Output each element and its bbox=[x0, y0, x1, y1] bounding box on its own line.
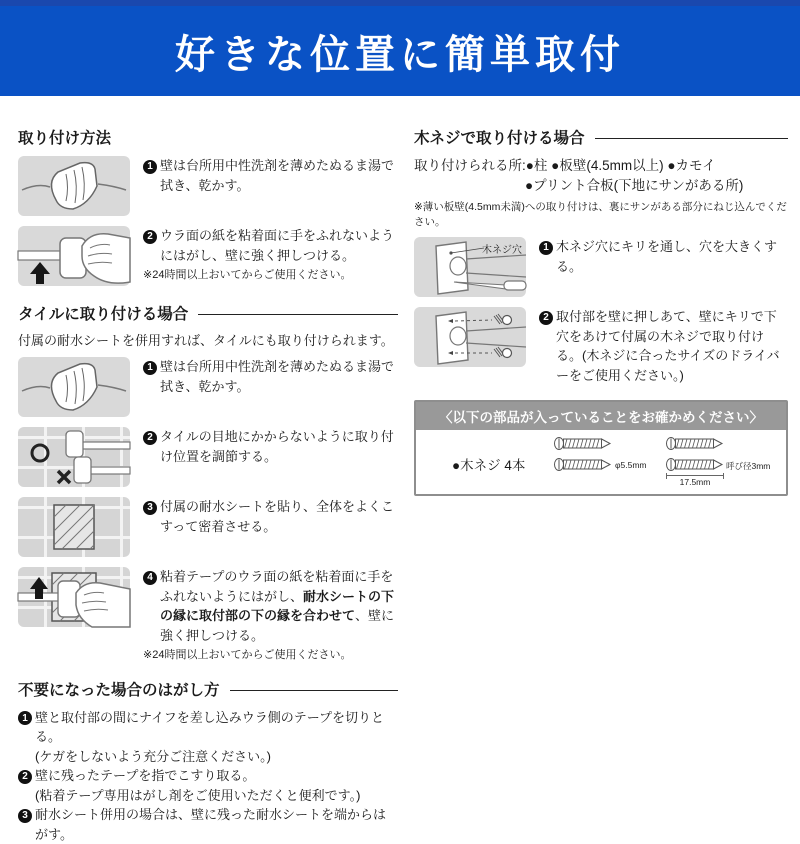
page-title: 好きな位置に簡単取付 bbox=[175, 32, 625, 77]
dim-head-diameter: φ5.5mm bbox=[615, 460, 647, 471]
tile-step-1-text bbox=[143, 357, 398, 417]
heading-rule bbox=[198, 314, 398, 315]
tile-press-icon bbox=[18, 567, 130, 627]
screw-step-1 bbox=[414, 237, 788, 297]
dim-nominal-diameter: 呼び径3mm bbox=[726, 461, 771, 472]
install-step-1-text bbox=[143, 156, 398, 216]
mounting-locations-items: ●柱 ●板壁(4.5mm以上) ●カモイ bbox=[525, 158, 716, 173]
length-measure-line bbox=[666, 475, 724, 476]
header-banner bbox=[0, 0, 800, 96]
screw-drive-icon bbox=[414, 307, 526, 367]
screw-icon bbox=[554, 458, 612, 471]
step-number: 1 bbox=[143, 160, 157, 174]
removal-item-text bbox=[18, 708, 398, 747]
section-screw-title: 木ネジで取り付ける場合 bbox=[414, 130, 585, 147]
screw-step-1-text bbox=[539, 237, 788, 297]
step-number: 2 bbox=[143, 230, 157, 244]
step-note: ※24時間以上おいてからご使用ください。 bbox=[143, 269, 352, 281]
tile-step-3 bbox=[18, 497, 398, 557]
section-screw-heading bbox=[414, 126, 788, 148]
parts-item-label: ●木ネジ 4本 bbox=[452, 458, 526, 474]
tile-step-2-text bbox=[143, 427, 398, 487]
step-text: タイルの目地にかからないように取り付け位置を調節する。 bbox=[160, 429, 394, 464]
illustration-wipe-cloth bbox=[18, 156, 130, 216]
mounting-locations-line2: ●プリント合板(下地にサンがある所) bbox=[525, 177, 744, 193]
parts-box-body bbox=[416, 430, 786, 494]
illustration-wipe-cloth bbox=[18, 357, 130, 417]
section-removal-title: 不要になった場合のはがし方 bbox=[18, 681, 220, 699]
right-column bbox=[414, 126, 788, 844]
removal-text: 壁に残ったテープを指でこすり取る。 bbox=[35, 768, 256, 783]
tile-sheet-icon bbox=[18, 497, 130, 557]
screw-icon bbox=[666, 437, 724, 450]
removal-text: 耐水シート併用の場合は、壁に残った耐水シートを端からはがす。 bbox=[35, 807, 387, 842]
step-number: 1 bbox=[18, 711, 32, 725]
step-number: 3 bbox=[143, 501, 157, 515]
removal-item-1 bbox=[18, 708, 398, 767]
section-removal-heading bbox=[18, 678, 398, 700]
step-number: 3 bbox=[18, 809, 32, 823]
parts-check-box bbox=[414, 400, 788, 496]
screw-icon bbox=[666, 458, 724, 471]
section-install-heading bbox=[18, 126, 398, 148]
removal-item-sub: (粘着テープ専用はがし剤をご使用いただくと便利です。) bbox=[35, 787, 361, 803]
mounting-locations-line1 bbox=[414, 156, 788, 176]
step-text: 壁は台所用中性洗剤を薄めたぬるま湯で拭き、乾かす。 bbox=[160, 359, 395, 394]
heading-rule bbox=[595, 138, 788, 139]
removal-item-text bbox=[18, 805, 398, 844]
illustration-awl-hole bbox=[414, 237, 526, 297]
press-wall-icon bbox=[18, 226, 130, 286]
step-number: 1 bbox=[143, 361, 157, 375]
step-note: ※24時間以上おいてからご使用ください。 bbox=[143, 649, 352, 661]
parts-box-header: 〈以下の部品が入っていることをお確かめください〉 bbox=[416, 402, 786, 430]
screw-hole-label: 木ネジ穴 bbox=[482, 245, 522, 257]
thin-wall-note: ※薄い板壁(4.5mm未満)への取り付けは、裏にサンがある部分にねじ込んでください。 bbox=[414, 201, 787, 229]
left-column bbox=[18, 126, 398, 844]
step-text: 取付部を壁に押しあて、壁にキリで下穴をあけて付属の木ネジで取り付ける。(木ネジに合ったサイズのドライバーをご使用ください。) bbox=[556, 309, 780, 383]
step-text: 木ネジ穴にキリを通し、穴を大きくする。 bbox=[556, 239, 778, 274]
wipe-cloth-icon bbox=[18, 156, 130, 216]
step-text: 、壁に強く押しつける。 bbox=[160, 608, 395, 643]
step-text: 粘着テープのウラ面の紙を粘着面に手をふれないようにはがし、 bbox=[160, 569, 394, 604]
section-tile-heading bbox=[18, 302, 398, 324]
install-step-2-text bbox=[143, 226, 398, 286]
step-text: 付属の耐水シートを貼り、全体をよくこすって密着させる。 bbox=[160, 499, 395, 534]
tile-step-4-text bbox=[143, 567, 398, 664]
step-number: 2 bbox=[18, 770, 32, 784]
removal-item-2 bbox=[18, 766, 398, 805]
step-text: ウラ面の紙を粘着面に手をふれないようにはがし、壁に強く押しつける。 bbox=[160, 228, 395, 263]
tile-step-3-text bbox=[143, 497, 398, 557]
install-step-2 bbox=[18, 226, 398, 286]
removal-item-sub: (ケガをしないよう充分ご注意ください。) bbox=[35, 748, 271, 764]
tile-position-icon bbox=[18, 427, 130, 487]
dim-length: 17.5mm bbox=[679, 477, 711, 488]
screw-step-2 bbox=[414, 307, 788, 385]
tile-step-2 bbox=[18, 427, 398, 487]
step-number: 1 bbox=[539, 241, 553, 255]
removal-item-text bbox=[18, 766, 398, 786]
mounting-locations-label: 取り付けられる所: bbox=[414, 158, 526, 173]
illustration-press-wall bbox=[18, 226, 130, 286]
illustration-tile-position bbox=[18, 427, 130, 487]
step-number: 4 bbox=[143, 571, 157, 585]
illustration-tile-sheet bbox=[18, 497, 130, 557]
illustration-tile-press bbox=[18, 567, 130, 627]
step-number: 2 bbox=[143, 431, 157, 445]
step-text-bold: 耐水シートの下の縁に取付部の下の縁を合わせて bbox=[160, 588, 395, 623]
step-number: 2 bbox=[539, 311, 553, 325]
tile-step-1 bbox=[18, 357, 398, 417]
wipe-cloth-icon bbox=[18, 357, 130, 417]
tile-intro: 付属の耐水シートを併用すれば、タイルにも取り付けられます。 bbox=[18, 333, 394, 348]
illustration-screw-drive bbox=[414, 307, 526, 367]
removal-text: 壁と取付部の間にナイフを差し込みウラ側のテープを切りとる。 bbox=[35, 709, 385, 744]
screw-diagram bbox=[554, 437, 784, 489]
screw-step-2-text bbox=[539, 307, 788, 385]
removal-item-3 bbox=[18, 805, 398, 844]
step-text: 壁は台所用中性洗剤を薄めたぬるま湯で拭き、乾かす。 bbox=[160, 158, 395, 193]
content bbox=[0, 96, 800, 844]
section-tile-title: タイルに取り付ける場合 bbox=[18, 306, 189, 323]
heading-rule bbox=[230, 690, 398, 691]
tile-step-4 bbox=[18, 567, 398, 664]
section-install-title: 取り付け方法 bbox=[18, 130, 112, 147]
install-step-1 bbox=[18, 156, 398, 216]
screw-icon bbox=[554, 437, 612, 450]
